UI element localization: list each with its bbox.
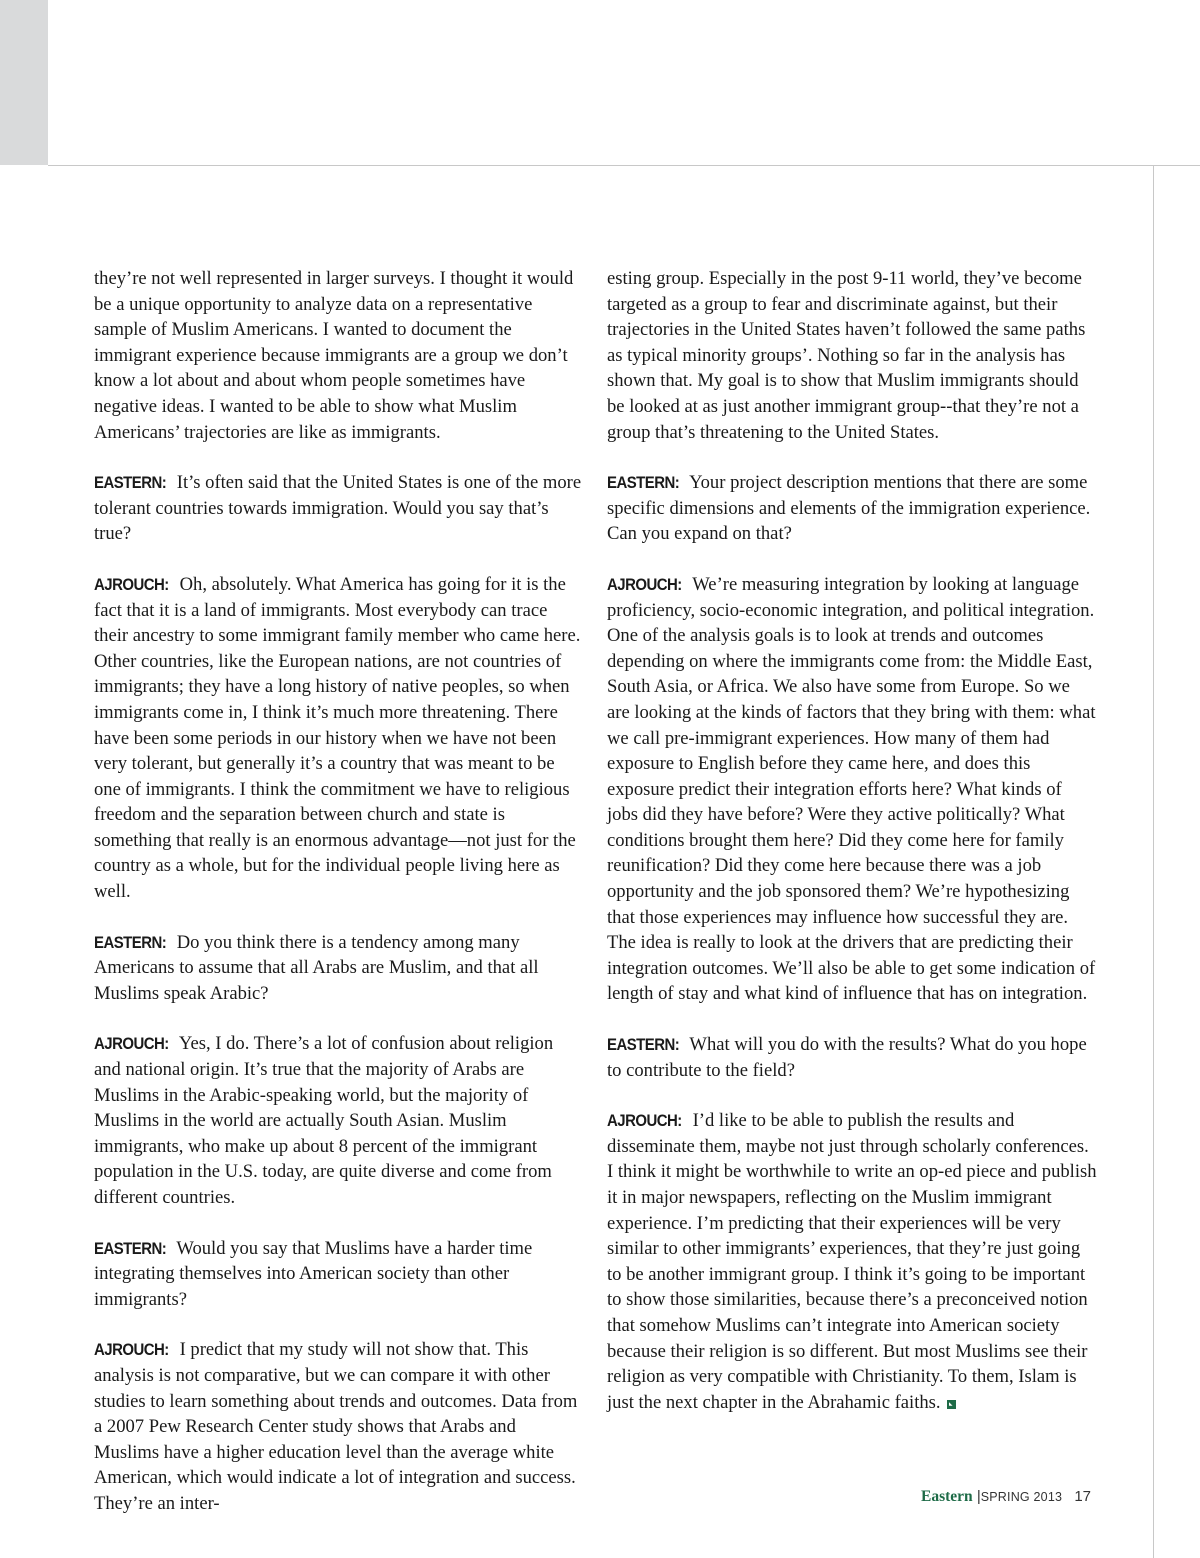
paragraph — [94, 930, 584, 1007]
paragraph-text: Oh, absolutely. What America has going for it is the fact that it is a land of immigrants. Most everybody can trace their ancestry to some immigrant family member who came here. Other countries, like the European nations, are not countries of immigrants; they have a long history of native peoples, so when immigrants come in, I think it’s much more threatening. There have been some periods in our history when we have not been very tolerant, but generally it’s a country that was meant to be one of immigrants. I think the commitment we have to religious freedom and the separation between church and state is something that really is an enormous advantage—not just for the country as a whole, but for the individual people living here as well. — [94, 573, 581, 903]
margin-rule — [1153, 166, 1154, 1558]
right-column — [607, 266, 1097, 1440]
paragraph — [607, 1032, 1097, 1083]
paragraph-text: Would you say that Muslims have a harder time integrating themselves into American society than other immigrants? — [94, 1237, 533, 1310]
magazine-name: Eastern — [920, 1488, 973, 1505]
paragraph-text: It’s often said that the United States is one of the more tolerant countries towards immigration. Would you say that’s true? — [94, 472, 582, 545]
paragraph-text: they’re not well represented in larger surveys. I thought it would be a unique opportunity to analyze data on a representative sample of Muslim Americans. I wanted to document the immigrant experience because immigrants are a group we don’t know a lot about and about whom people sometimes have negative ideas. I wanted to be able to show what Muslim Americans’ trajectories are like as immigrants. — [94, 268, 574, 443]
paragraph — [94, 572, 584, 905]
paragraph-text: Yes, I do. There’s a lot of confusion about religion and national origin. It’s true that the majority of Arabs are Muslims in the Arabic-speaking world, but the majority of Muslims in the world are actually South Asian. Muslim immigrants, who make up about 8 percent of the immigrant population in the U.S. today, are quite diverse and come from different countries. — [94, 1033, 554, 1208]
speaker-label: AJROUCH: — [94, 1034, 169, 1054]
paragraph — [607, 266, 1097, 445]
paragraph — [94, 1337, 584, 1516]
page-corner-tab — [0, 0, 48, 165]
paragraph-text: What will you do with the results? What do you hope to contribute to the field? — [607, 1034, 1087, 1081]
footer-separator: | — [976, 1488, 981, 1505]
paragraph — [94, 1236, 584, 1313]
paragraph — [607, 470, 1097, 547]
paragraph — [94, 470, 584, 547]
speaker-label: EASTERN: — [607, 1035, 680, 1055]
paragraph-text: I’d like to be able to publish the results and disseminate them, maybe not just through scholarly conferences. I think it might be worthwhile to write an op-ed piece and publish it in major newspapers, reflecting on the Muslim immigrant experience. I’m predicting that their experiences will be very similar to other immigrants’ experiences, that they’re just going to be another immigrant group. I think it’s going to be important to show those similarities, because there’s a preconceived notion that somehow Muslims can’t integrate into American society because their religion is so different. But most Muslims see their religion as very compatible with Christianity. To them, Islam is just the next chapter in the Abrahamic faiths. — [607, 1110, 1097, 1413]
paragraph — [607, 572, 1097, 1007]
speaker-label: AJROUCH: — [94, 574, 169, 594]
header-rule — [48, 165, 1200, 166]
speaker-label: EASTERN: — [607, 473, 680, 493]
speaker-label: EASTERN: — [94, 932, 167, 952]
paragraph — [94, 1031, 584, 1210]
speaker-label: AJROUCH: — [607, 1111, 682, 1131]
issue-label: SPRING 2013 — [980, 1490, 1063, 1504]
paragraph-text: esting group. Especially in the post 9-11 world, they’ve become targeted as a group to fear and discriminate against, but their trajectories in the United States haven’t followed the same paths as typical minority groups’. Nothing so far in the analysis has shown that. My goal is to show that Muslim immigrants should be looked at as just another immigrant group--that they’re not a group that’s threatening to the United States. — [607, 268, 1086, 443]
speaker-label: EASTERN: — [94, 473, 167, 493]
speaker-label: AJROUCH: — [94, 1340, 169, 1360]
end-of-article-square-icon — [947, 1400, 956, 1409]
page-footer — [921, 1488, 1091, 1506]
page-number: 17 — [1074, 1488, 1091, 1505]
paragraph-text: Your project description mentions that there are some specific dimensions and elements of the immigration experience. Can you expand on that? — [607, 472, 1091, 545]
paragraph — [607, 1108, 1097, 1415]
paragraph-text: We’re measuring integration by looking at language proficiency, socio-economic integration, and political integration. One of the analysis goals is to look at trends and outcomes depending on where the immigrants come from: the Middle East, South Asia, or Africa. We also have some from Europe. So we are looking at the kinds of factors that they bring with them: what we call pre-immigrant experiences. How many of them had exposure to English before they came here, and does this exposure predict their integration efforts here? What kinds of jobs did they have before? Were they active politically? What conditions brought them here? Did they come here for family reunification? Did they come here because there was a job opportunity and the job sponsored them? We’re hypothesizing that those experiences may influence how successful they are. The idea is really to look at the drivers that are predicting their integration outcomes. We’ll also be able to get some indication of length of stay and what kind of influence that has on integration. — [607, 573, 1096, 1005]
speaker-label: EASTERN: — [94, 1238, 167, 1258]
speaker-label: AJROUCH: — [607, 574, 682, 594]
paragraph — [94, 266, 584, 445]
paragraph-text: Do you think there is a tendency among many Americans to assume that all Arabs are Muslim, and that all Muslims speak Arabic? — [94, 931, 539, 1004]
left-column — [94, 266, 584, 1542]
paragraph-text: I predict that my study will not show that. This analysis is not comparative, but we can compare it with other studies to learn something about trends and outcomes. Data from a 2007 Pew Research Center study shows that Arabs and Muslims have a higher education level than the average white American, which would indicate a lot of integration and success. They’re an inter- — [94, 1339, 578, 1514]
